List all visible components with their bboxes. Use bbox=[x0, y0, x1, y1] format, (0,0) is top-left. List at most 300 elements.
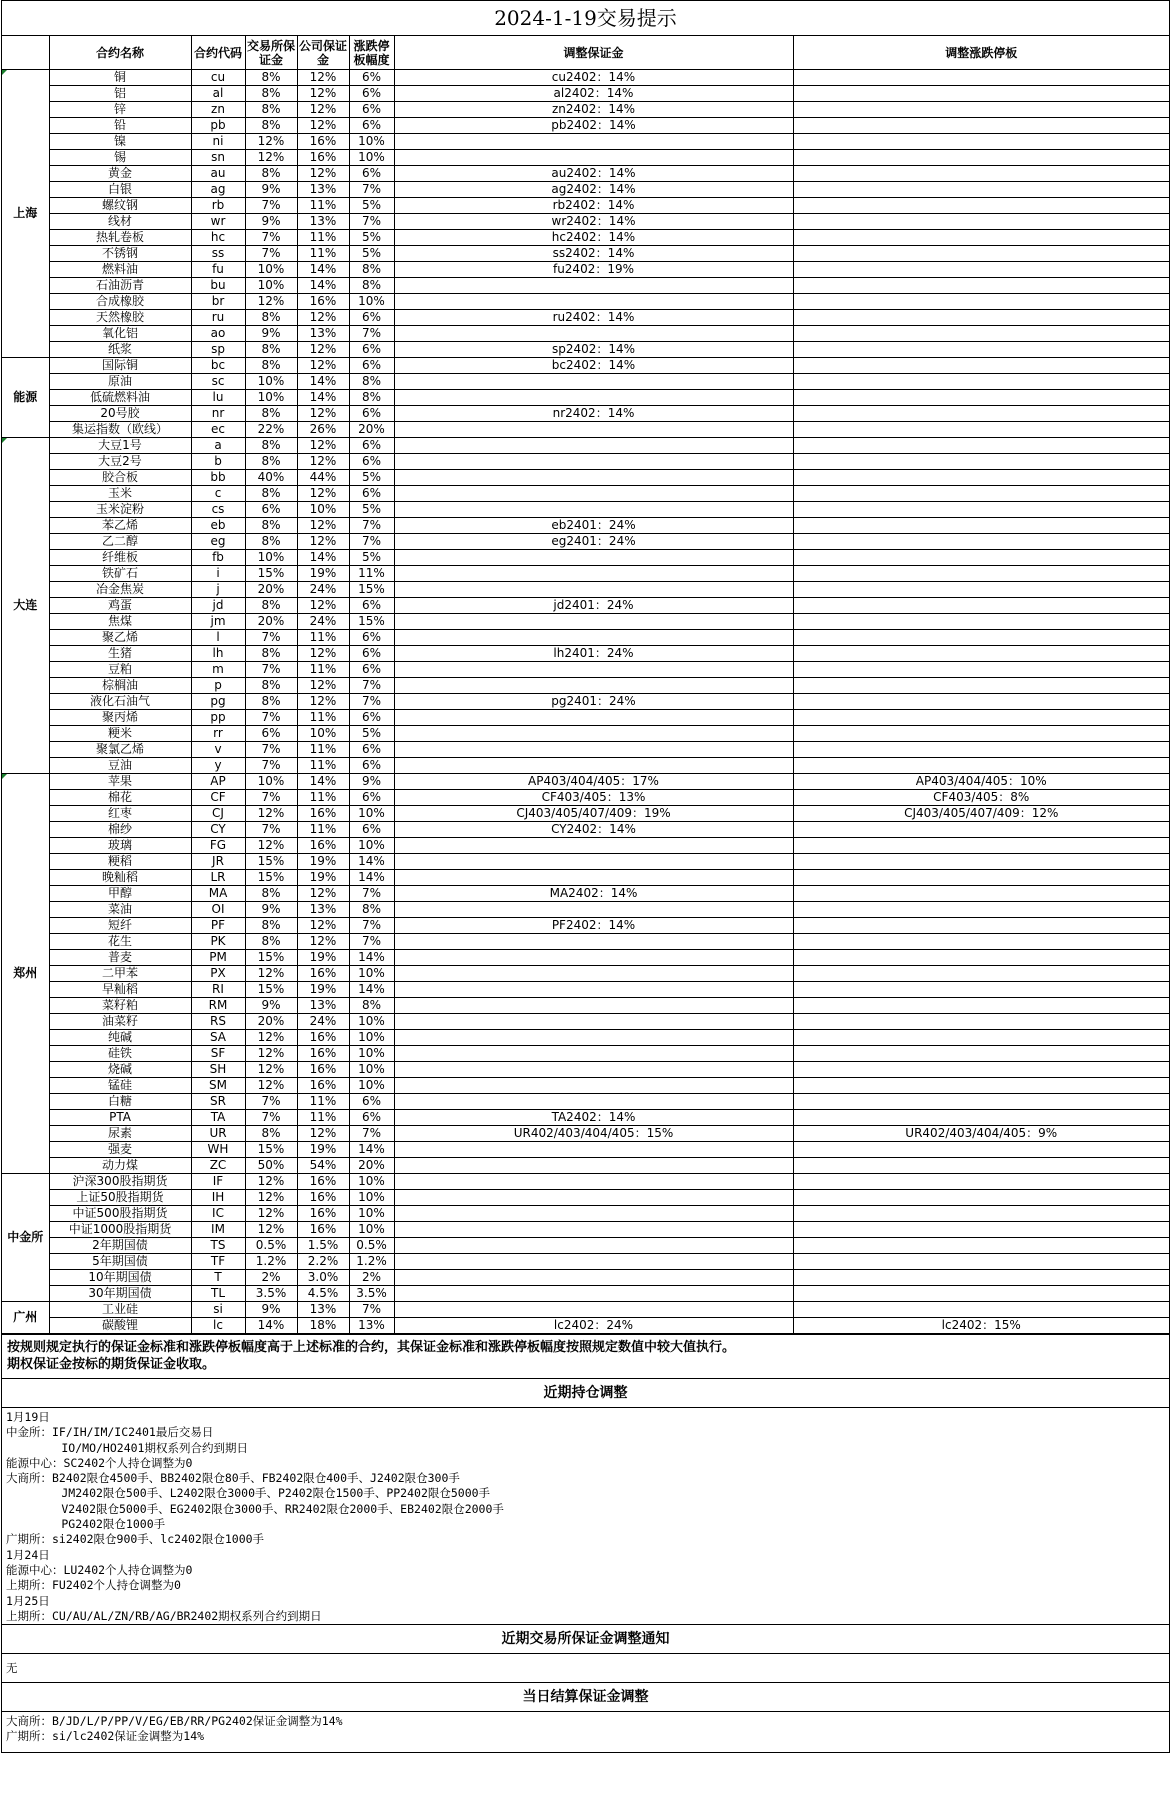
company-margin-cell: 13% bbox=[297, 1302, 349, 1318]
contract-name-cell: 尿素 bbox=[49, 1126, 191, 1142]
table-row bbox=[2, 982, 1169, 998]
price-limit-cell: 3.5% bbox=[349, 1286, 394, 1302]
exchange-margin-cell: 8% bbox=[245, 1126, 297, 1142]
company-margin-cell: 12% bbox=[297, 86, 349, 102]
exchange-margin-cell: 6% bbox=[245, 502, 297, 518]
adjusted-margin-cell bbox=[394, 614, 793, 630]
adjusted-limit-cell bbox=[793, 726, 1169, 742]
adjusted-margin-cell bbox=[394, 742, 793, 758]
price-limit-cell: 6% bbox=[349, 166, 394, 182]
table-row bbox=[2, 1158, 1169, 1174]
adjusted-margin-cell bbox=[394, 502, 793, 518]
table-row bbox=[2, 694, 1169, 710]
adjusted-margin-cell bbox=[394, 1158, 793, 1174]
table-row bbox=[2, 662, 1169, 678]
price-limit-cell: 10% bbox=[349, 838, 394, 854]
adjusted-limit-cell bbox=[793, 870, 1169, 886]
exchange-margin-cell: 0.5% bbox=[245, 1238, 297, 1254]
price-limit-cell: 5% bbox=[349, 726, 394, 742]
exchange-margin-cell: 9% bbox=[245, 326, 297, 342]
company-margin-cell: 16% bbox=[297, 134, 349, 150]
table-row bbox=[2, 966, 1169, 982]
adjusted-margin-cell bbox=[394, 630, 793, 646]
contract-name-cell: 镍 bbox=[49, 134, 191, 150]
table-row bbox=[2, 438, 1169, 454]
adjusted-limit-cell bbox=[793, 438, 1169, 454]
company-margin-cell: 11% bbox=[297, 1110, 349, 1126]
company-margin-cell: 13% bbox=[297, 998, 349, 1014]
price-limit-cell: 7% bbox=[349, 214, 394, 230]
price-limit-cell: 8% bbox=[349, 390, 394, 406]
contract-name-cell: 胶合板 bbox=[49, 470, 191, 486]
exchange-margin-cell: 8% bbox=[245, 646, 297, 662]
table-row bbox=[2, 710, 1169, 726]
adjusted-limit-cell bbox=[793, 854, 1169, 870]
contract-code-cell: TF bbox=[191, 1254, 245, 1270]
adjusted-limit-cell bbox=[793, 1222, 1169, 1238]
contract-name-cell: 焦煤 bbox=[49, 614, 191, 630]
header-exchange bbox=[2, 36, 49, 70]
adjusted-margin-cell bbox=[394, 838, 793, 854]
company-margin-cell: 19% bbox=[297, 870, 349, 886]
adjusted-margin-cell bbox=[394, 390, 793, 406]
contract-code-cell: IM bbox=[191, 1222, 245, 1238]
table-row bbox=[2, 102, 1169, 118]
contract-code-cell: PK bbox=[191, 934, 245, 950]
contract-name-cell: 10年期国债 bbox=[49, 1270, 191, 1286]
contract-name-cell: 锰硅 bbox=[49, 1078, 191, 1094]
exchange-group-label bbox=[2, 358, 49, 438]
contract-code-cell: bb bbox=[191, 470, 245, 486]
contract-name-cell: 铁矿石 bbox=[49, 566, 191, 582]
adjusted-margin-cell bbox=[394, 1302, 793, 1318]
table-row bbox=[2, 902, 1169, 918]
contract-code-cell: sn bbox=[191, 150, 245, 166]
adjusted-margin-cell: TA2402：14% bbox=[394, 1110, 793, 1126]
contract-name-cell: 花生 bbox=[49, 934, 191, 950]
contract-code-cell: al bbox=[191, 86, 245, 102]
table-row bbox=[2, 630, 1169, 646]
contract-code-cell: fu bbox=[191, 262, 245, 278]
table-row bbox=[2, 934, 1169, 950]
price-limit-cell: 6% bbox=[349, 598, 394, 614]
price-limit-cell: 6% bbox=[349, 630, 394, 646]
company-margin-cell: 12% bbox=[297, 310, 349, 326]
contract-code-cell: SR bbox=[191, 1094, 245, 1110]
contract-name-cell: 早籼稻 bbox=[49, 982, 191, 998]
company-margin-cell: 16% bbox=[297, 1174, 349, 1190]
price-limit-cell: 8% bbox=[349, 374, 394, 390]
text-line: 1月24日 bbox=[6, 1547, 50, 1562]
company-margin-cell: 16% bbox=[297, 1078, 349, 1094]
adjusted-margin-cell: al2402：14% bbox=[394, 86, 793, 102]
price-limit-cell: 6% bbox=[349, 102, 394, 118]
contract-name-cell: 中证1000股指期货 bbox=[49, 1222, 191, 1238]
text-line: IO/MO/HO2401期权系列合约到期日 bbox=[6, 1440, 248, 1455]
adjusted-margin-cell bbox=[394, 1270, 793, 1286]
adjusted-limit-cell bbox=[793, 1078, 1169, 1094]
company-margin-cell: 14% bbox=[297, 374, 349, 390]
contract-name-cell: 豆粕 bbox=[49, 662, 191, 678]
exchange-margin-cell: 8% bbox=[245, 598, 297, 614]
adjusted-limit-cell bbox=[793, 534, 1169, 550]
adjusted-limit-cell bbox=[793, 166, 1169, 182]
contract-code-cell: WH bbox=[191, 1142, 245, 1158]
adjusted-margin-cell bbox=[394, 662, 793, 678]
adjusted-limit-cell bbox=[793, 614, 1169, 630]
adjusted-limit-cell bbox=[793, 1238, 1169, 1254]
contract-code-cell: jm bbox=[191, 614, 245, 630]
adjusted-margin-cell: ss2402：14% bbox=[394, 246, 793, 262]
price-limit-cell: 7% bbox=[349, 518, 394, 534]
contract-name-cell: 集运指数（欧线） bbox=[49, 422, 191, 438]
exchange-margin-cell: 9% bbox=[245, 214, 297, 230]
contract-code-cell: cs bbox=[191, 502, 245, 518]
exchange-name: 大连 bbox=[13, 598, 38, 612]
price-limit-cell: 9% bbox=[349, 774, 394, 790]
contract-name-cell: 铝 bbox=[49, 86, 191, 102]
adjusted-limit-cell bbox=[793, 1190, 1169, 1206]
price-limit-cell: 6% bbox=[349, 662, 394, 678]
table-row bbox=[2, 550, 1169, 566]
adjusted-margin-cell bbox=[394, 678, 793, 694]
adjusted-margin-cell bbox=[394, 470, 793, 486]
adjusted-margin-cell bbox=[394, 902, 793, 918]
cell-marker-icon bbox=[2, 70, 7, 75]
contract-name-cell: 玉米淀粉 bbox=[49, 502, 191, 518]
exchange-margin-cell: 12% bbox=[245, 294, 297, 310]
price-limit-cell: 6% bbox=[349, 646, 394, 662]
company-margin-cell: 12% bbox=[297, 486, 349, 502]
table-row bbox=[2, 70, 1169, 86]
exchange-margin-cell: 7% bbox=[245, 198, 297, 214]
price-limit-cell: 6% bbox=[349, 1110, 394, 1126]
text-line: 大商所：B2402限仓4500手、BB2402限仓80手、FB2402限仓400手、J2402限仓300手 bbox=[6, 1471, 460, 1486]
contract-code-cell: SH bbox=[191, 1062, 245, 1078]
table-row bbox=[2, 1190, 1169, 1206]
text-line: V2402限仓5000手、EG2402限仓3000手、RR2402限仓2000手、EB2402限仓2000手 bbox=[6, 1501, 504, 1516]
company-margin-cell: 44% bbox=[297, 470, 349, 486]
contract-code-cell: TL bbox=[191, 1286, 245, 1302]
company-margin-cell: 12% bbox=[297, 678, 349, 694]
adjusted-limit-cell bbox=[793, 358, 1169, 374]
adjusted-margin-cell: MA2402：14% bbox=[394, 886, 793, 902]
exchange-margin-cell: 2% bbox=[245, 1270, 297, 1286]
price-limit-cell: 7% bbox=[349, 534, 394, 550]
price-limit-cell: 7% bbox=[349, 326, 394, 342]
company-margin-cell: 16% bbox=[297, 1046, 349, 1062]
contract-code-cell: bu bbox=[191, 278, 245, 294]
company-margin-cell: 12% bbox=[297, 358, 349, 374]
contract-code-cell: pg bbox=[191, 694, 245, 710]
adjusted-margin-cell bbox=[394, 726, 793, 742]
contract-code-cell: si bbox=[191, 1302, 245, 1318]
table-row bbox=[2, 1014, 1169, 1030]
contract-code-cell: FG bbox=[191, 838, 245, 854]
adjusted-margin-cell bbox=[394, 550, 793, 566]
contract-code-cell: fb bbox=[191, 550, 245, 566]
contract-code-cell: hc bbox=[191, 230, 245, 246]
company-margin-cell: 12% bbox=[297, 102, 349, 118]
company-margin-cell: 12% bbox=[297, 342, 349, 358]
contract-name-cell: 20号胶 bbox=[49, 406, 191, 422]
contract-name-cell: 红枣 bbox=[49, 806, 191, 822]
contract-name-cell: 铅 bbox=[49, 118, 191, 134]
contract-code-cell: p bbox=[191, 678, 245, 694]
price-limit-cell: 2% bbox=[349, 1270, 394, 1286]
table-row bbox=[2, 406, 1169, 422]
company-margin-cell: 12% bbox=[297, 886, 349, 902]
exchange-margin-cell: 22% bbox=[245, 422, 297, 438]
price-limit-cell: 5% bbox=[349, 198, 394, 214]
exchange-margin-cell: 8% bbox=[245, 438, 297, 454]
table-row bbox=[2, 470, 1169, 486]
exchange-margin-cell: 8% bbox=[245, 678, 297, 694]
adjusted-limit-cell: AP403/404/405：10% bbox=[793, 774, 1169, 790]
exchange-margin-cell: 8% bbox=[245, 534, 297, 550]
company-margin-cell: 16% bbox=[297, 1222, 349, 1238]
contract-code-cell: a bbox=[191, 438, 245, 454]
company-margin-cell: 1.5% bbox=[297, 1238, 349, 1254]
table-row bbox=[2, 1110, 1169, 1126]
exchange-margin-cell: 8% bbox=[245, 310, 297, 326]
exchange-margin-cell: 8% bbox=[245, 118, 297, 134]
adjusted-margin-cell: eb2401：24% bbox=[394, 518, 793, 534]
company-margin-cell: 12% bbox=[297, 518, 349, 534]
company-margin-cell: 12% bbox=[297, 534, 349, 550]
contract-name-cell: 聚乙烯 bbox=[49, 630, 191, 646]
price-limit-cell: 7% bbox=[349, 1126, 394, 1142]
adjusted-margin-cell: CF403/405：13% bbox=[394, 790, 793, 806]
table-row bbox=[2, 294, 1169, 310]
table-row bbox=[2, 246, 1169, 262]
price-limit-cell: 6% bbox=[349, 454, 394, 470]
company-margin-cell: 16% bbox=[297, 150, 349, 166]
exchange-margin-cell: 7% bbox=[245, 822, 297, 838]
contract-name-cell: 白糖 bbox=[49, 1094, 191, 1110]
price-limit-cell: 7% bbox=[349, 1302, 394, 1318]
contract-name-cell: 豆油 bbox=[49, 758, 191, 774]
price-limit-cell: 10% bbox=[349, 134, 394, 150]
exchange-margin-cell: 12% bbox=[245, 966, 297, 982]
adjusted-margin-cell bbox=[394, 326, 793, 342]
adjusted-limit-cell bbox=[793, 262, 1169, 278]
contract-name-cell: 液化石油气 bbox=[49, 694, 191, 710]
company-margin-cell: 11% bbox=[297, 742, 349, 758]
exchange-margin-cell: 8% bbox=[245, 342, 297, 358]
exchange-margin-cell: 20% bbox=[245, 614, 297, 630]
table-row bbox=[2, 1094, 1169, 1110]
exchange-margin-cell: 12% bbox=[245, 1062, 297, 1078]
contract-code-cell: PF bbox=[191, 918, 245, 934]
table-row bbox=[2, 886, 1169, 902]
table-row bbox=[2, 118, 1169, 134]
adjusted-limit-cell bbox=[793, 70, 1169, 86]
contract-code-cell: ao bbox=[191, 326, 245, 342]
company-margin-cell: 16% bbox=[297, 966, 349, 982]
exchange-margin-cell: 8% bbox=[245, 86, 297, 102]
company-margin-cell: 13% bbox=[297, 326, 349, 342]
adjusted-margin-cell bbox=[394, 1078, 793, 1094]
contract-code-cell: j bbox=[191, 582, 245, 598]
exchange-margin-cell: 3.5% bbox=[245, 1286, 297, 1302]
contract-code-cell: b bbox=[191, 454, 245, 470]
price-limit-cell: 6% bbox=[349, 310, 394, 326]
exchange-margin-cell: 15% bbox=[245, 870, 297, 886]
adjusted-limit-cell bbox=[793, 390, 1169, 406]
price-limit-cell: 20% bbox=[349, 422, 394, 438]
table-row bbox=[2, 422, 1169, 438]
company-margin-cell: 2.2% bbox=[297, 1254, 349, 1270]
adjusted-margin-cell bbox=[394, 1142, 793, 1158]
contract-name-cell: 国际铜 bbox=[49, 358, 191, 374]
exchange-margin-cell: 7% bbox=[245, 630, 297, 646]
company-margin-cell: 26% bbox=[297, 422, 349, 438]
contract-code-cell: bc bbox=[191, 358, 245, 374]
company-margin-cell: 12% bbox=[297, 118, 349, 134]
adjusted-margin-cell: lh2401：24% bbox=[394, 646, 793, 662]
adjusted-margin-cell bbox=[394, 454, 793, 470]
rules-note bbox=[2, 1334, 1169, 1378]
contract-name-cell: 短纤 bbox=[49, 918, 191, 934]
exchange-margin-cell: 8% bbox=[245, 886, 297, 902]
contract-name-cell: 纯碱 bbox=[49, 1030, 191, 1046]
exchange-margin-cell: 12% bbox=[245, 806, 297, 822]
contract-name-cell: 锌 bbox=[49, 102, 191, 118]
adjusted-limit-cell bbox=[793, 998, 1169, 1014]
contract-code-cell: IC bbox=[191, 1206, 245, 1222]
price-limit-cell: 10% bbox=[349, 966, 394, 982]
exchange-group-label bbox=[2, 1174, 49, 1302]
price-limit-cell: 5% bbox=[349, 502, 394, 518]
contract-name-cell: 玉米 bbox=[49, 486, 191, 502]
adjusted-margin-cell: cu2402：14% bbox=[394, 70, 793, 86]
adjusted-margin-cell bbox=[394, 278, 793, 294]
adjusted-margin-cell bbox=[394, 1206, 793, 1222]
contract-name-cell: 纤维板 bbox=[49, 550, 191, 566]
header-contract-name: 合约名称 bbox=[49, 36, 191, 70]
exchange-name: 中金所 bbox=[7, 1230, 44, 1244]
position-adjust-content bbox=[2, 1408, 1169, 1624]
table-row bbox=[2, 790, 1169, 806]
adjusted-limit-cell bbox=[793, 86, 1169, 102]
header-price-limit: 涨跌停板幅度 bbox=[349, 36, 394, 70]
price-limit-cell: 5% bbox=[349, 246, 394, 262]
price-limit-cell: 8% bbox=[349, 902, 394, 918]
contract-code-cell: TA bbox=[191, 1110, 245, 1126]
contract-code-cell: TS bbox=[191, 1238, 245, 1254]
price-limit-cell: 10% bbox=[349, 1062, 394, 1078]
adjusted-limit-cell bbox=[793, 454, 1169, 470]
contract-name-cell: 螺纹钢 bbox=[49, 198, 191, 214]
exchange-group-label bbox=[2, 438, 49, 774]
settlement-margin-content bbox=[2, 1712, 1169, 1752]
adjusted-margin-cell: PF2402：14% bbox=[394, 918, 793, 934]
table-row bbox=[2, 598, 1169, 614]
rules-note-line: 期权保证金按标的期货保证金收取。 bbox=[7, 1357, 216, 1372]
table-row bbox=[2, 1222, 1169, 1238]
company-margin-cell: 11% bbox=[297, 758, 349, 774]
exchange-margin-cell: 8% bbox=[245, 166, 297, 182]
price-limit-cell: 7% bbox=[349, 934, 394, 950]
exchange-margin-cell: 7% bbox=[245, 1110, 297, 1126]
adjusted-margin-cell bbox=[394, 1174, 793, 1190]
company-margin-cell: 14% bbox=[297, 278, 349, 294]
adjusted-limit-cell bbox=[793, 1286, 1169, 1302]
table-row bbox=[2, 134, 1169, 150]
contract-code-cell: i bbox=[191, 566, 245, 582]
contract-name-cell: 棉纱 bbox=[49, 822, 191, 838]
contract-code-cell: wr bbox=[191, 214, 245, 230]
adjusted-margin-cell bbox=[394, 854, 793, 870]
adjusted-margin-cell bbox=[394, 1254, 793, 1270]
text-line: 中金所：IF/IH/IM/IC2401最后交易日 bbox=[6, 1425, 214, 1440]
table-row bbox=[2, 502, 1169, 518]
table-row bbox=[2, 262, 1169, 278]
company-margin-cell: 24% bbox=[297, 614, 349, 630]
exchange-margin-cell: 10% bbox=[245, 550, 297, 566]
adjusted-limit-cell bbox=[793, 214, 1169, 230]
adjusted-margin-cell bbox=[394, 1062, 793, 1078]
contract-code-cell: SM bbox=[191, 1078, 245, 1094]
adjusted-limit-cell bbox=[793, 822, 1169, 838]
price-limit-cell: 14% bbox=[349, 982, 394, 998]
adjusted-limit-cell bbox=[793, 422, 1169, 438]
contract-name-cell: 不锈钢 bbox=[49, 246, 191, 262]
contract-code-cell: c bbox=[191, 486, 245, 502]
price-limit-cell: 6% bbox=[349, 358, 394, 374]
contract-code-cell: UR bbox=[191, 1126, 245, 1142]
exchange-margin-cell: 14% bbox=[245, 1318, 297, 1334]
exchange-name: 上海 bbox=[13, 206, 38, 220]
company-margin-cell: 10% bbox=[297, 502, 349, 518]
exchange-margin-cell: 12% bbox=[245, 1206, 297, 1222]
adjusted-limit-cell bbox=[793, 1110, 1169, 1126]
exchange-margin-cell: 6% bbox=[245, 726, 297, 742]
contract-name-cell: 铜 bbox=[49, 70, 191, 86]
adjusted-limit-cell bbox=[793, 918, 1169, 934]
table-row bbox=[2, 822, 1169, 838]
exchange-margin-cell: 8% bbox=[245, 102, 297, 118]
table-row bbox=[2, 310, 1169, 326]
contract-name-cell: 动力煤 bbox=[49, 1158, 191, 1174]
table-row bbox=[2, 518, 1169, 534]
adjusted-limit-cell bbox=[793, 278, 1169, 294]
company-margin-cell: 16% bbox=[297, 806, 349, 822]
adjusted-limit-cell bbox=[793, 742, 1169, 758]
adjusted-limit-cell bbox=[793, 934, 1169, 950]
contract-code-cell: v bbox=[191, 742, 245, 758]
price-limit-cell: 6% bbox=[349, 118, 394, 134]
contract-name-cell: 燃料油 bbox=[49, 262, 191, 278]
adjusted-limit-cell bbox=[793, 1030, 1169, 1046]
adjusted-limit-cell bbox=[793, 694, 1169, 710]
contract-name-cell: 乙二醇 bbox=[49, 534, 191, 550]
adjusted-margin-cell bbox=[394, 150, 793, 166]
company-margin-cell: 13% bbox=[297, 182, 349, 198]
contract-code-cell: ag bbox=[191, 182, 245, 198]
adjusted-limit-cell bbox=[793, 470, 1169, 486]
contract-name-cell: 聚丙烯 bbox=[49, 710, 191, 726]
exchange-margin-cell: 50% bbox=[245, 1158, 297, 1174]
company-margin-cell: 11% bbox=[297, 246, 349, 262]
company-margin-cell: 12% bbox=[297, 1126, 349, 1142]
header-adjusted-limit: 调整涨跌停板 bbox=[793, 36, 1169, 70]
header-exchange-margin: 交易所保证金 bbox=[245, 36, 297, 70]
adjusted-limit-cell bbox=[793, 1014, 1169, 1030]
company-margin-cell: 13% bbox=[297, 214, 349, 230]
exchange-name: 能源 bbox=[13, 390, 38, 404]
